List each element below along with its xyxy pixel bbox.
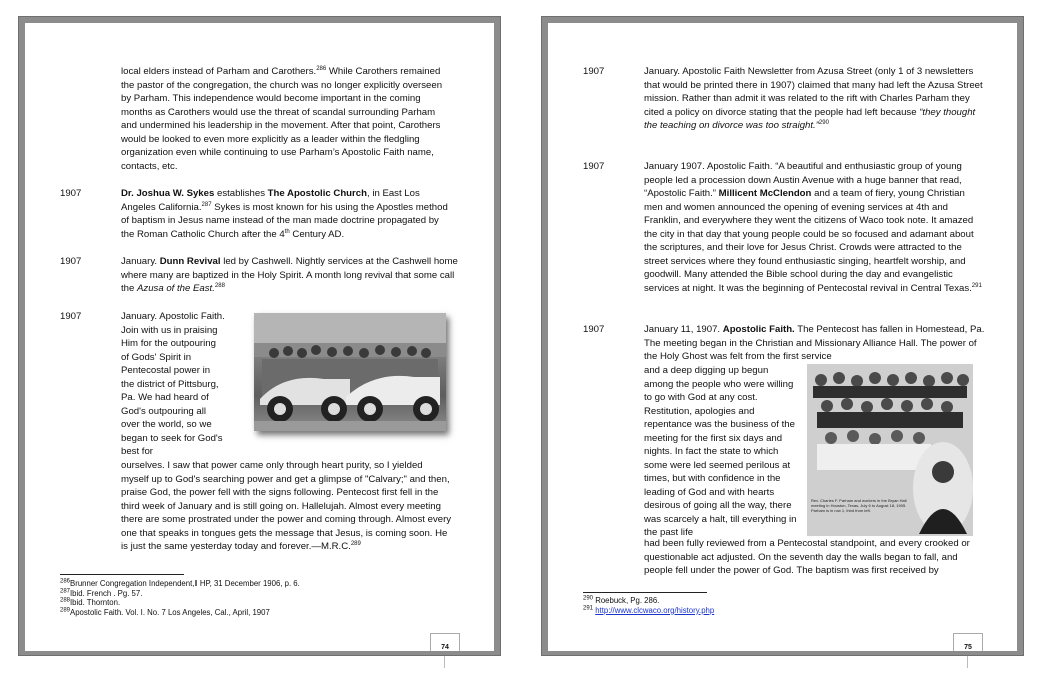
footnote-text: Roebuck, Pg. 286.	[595, 596, 660, 605]
footnote-ref: 288	[214, 282, 225, 289]
entry-homestead-wrap: and a deep digging up begun among the people who were willing to go with God at any cost. Restitution, apologies and repentance was the business of the meeting for the first six days and nights. In fact the state to which some were led seemed perilous at times, but with confidence in the leading of God and with hearts desirous of going all the way, there was scarcely a halt, till everything in the past life	[644, 365, 797, 538]
entry-homestead-full: had been fully reviewed from a Pentecostal standpoint, and every crooked or questionable act adjusted. On the seventh day the walls began to fall, and people fell under the power of God. The baptism was first received by	[644, 538, 970, 576]
footnote-divider	[583, 592, 707, 593]
footnote-ref: 289	[350, 540, 361, 547]
intro-text-cont: While Carothers remained the pastor of the congregation, the church was no longer explicitly overseen by Parham. This independence would become important in the coming months as Carothers would use the threat of scandal surrounding Parham and undermined his leadership in the movement. After that point, Carothers would be looked to even more explicitly as a leader within the fledgling organization even while continuing to use Parham’s Apostolic Faith name, contacts, etc.	[121, 66, 443, 172]
entry-name: Millicent McClendon	[718, 188, 812, 199]
footnote-num: 290	[583, 595, 594, 602]
entry-text: January 1907. Apostolic Faith. “A beautiful and enthusiastic group of young people led a procession down Austin Avenue with a huge banner that read, “Apostolic Faith.”	[644, 161, 962, 199]
entry-year: 1907	[60, 256, 82, 267]
footnote-num: 289	[60, 607, 71, 614]
entry-azusa-newsletter	[644, 65, 986, 133]
footnote-291	[583, 606, 963, 616]
entry-text: Century AD.	[289, 228, 345, 240]
footnote-text: Ibid. French . Pg. 57.	[70, 588, 143, 598]
photo-caption: Rev. Charles F. Parham and workers in the Bryan Hall meeting in Houston, Texas, July 6 to August 18, 1905. Parham is in row 1, third from left.	[811, 498, 907, 513]
entry-text: Sykes is most known for his using the Apostles method of baptism in Jesus name instead of the man made doctrine propagated by the Roman Catholic Church after the 4	[121, 201, 448, 240]
footnotes	[60, 579, 440, 617]
footnote-text: Ibid. Thornton.	[70, 598, 121, 608]
entry-name: Dunn Revival	[159, 256, 221, 267]
footnote-ref: 290	[818, 119, 829, 126]
entry-year: 1907	[60, 311, 82, 322]
page-number-tick	[444, 656, 445, 668]
entry-text: and a team of fiery, young Christian men and women announced the opening of evening services at 4th and Franklin, and everywhere they went the citizens of Waco took note. It amazed the city in that day that young people could be so focused and adamant about the scriptures, and their love for Jesus Christ. Crowds were attracted to the street services where they found enthusiastic singing, heartfelt worship, and goodwill. Many attended the Bible school during the day and evangelistic services at night. It was the beginning of Pentecostal revival in Central Texas.	[644, 188, 974, 294]
footnote-289	[60, 608, 440, 618]
entry-text: January. Apostolic Faith Newsletter from Azusa Street (only 1 of 3 newsletters that would be printed there in 1907) claimed that many had left the Azusa Street mission. Rather than admit it was related to the rift with Charles Parham they cited a policy on divorce stating that the people had left because	[644, 66, 983, 118]
entry-text: , in East Los Angeles California.	[121, 188, 420, 213]
entry-pittsburg-full	[121, 459, 453, 554]
entry-italic: Azusa of the East.	[137, 283, 215, 294]
entry-name: Dr. Joshua W. Sykes	[121, 188, 215, 199]
entry-text: The Pentecost has fallen in Homestead, Pa. The meeting began in the Christian and Missionary Alliance Hall. The power of the Holy Ghost was felt from the first service	[644, 324, 985, 362]
footnote-287	[60, 589, 440, 599]
footnote-text: Apostolic Faith. Vol. I. No. 7 Los Angeles, Cal., April, 1907	[70, 607, 270, 617]
right-page-frame	[541, 16, 1024, 656]
entry-name: Apostolic Faith.	[722, 324, 795, 335]
history-link[interactable]: http://www.clcwaco.org/history.php	[595, 605, 715, 615]
left-page-frame	[18, 16, 501, 656]
entry-text: January 11, 1907.	[644, 324, 723, 335]
footnote-divider	[60, 574, 184, 575]
footnote-text: Brunner Congregation Independent,‖ HP, 31 December 1906, p. 6.	[70, 579, 300, 588]
entry-sykes	[121, 187, 451, 241]
footnote-ref: 291	[971, 282, 982, 289]
entry-text: establishes	[214, 188, 268, 199]
entry-year: 1907	[583, 324, 605, 335]
intro-paragraph	[121, 65, 451, 173]
entry-dunn-revival	[121, 255, 461, 296]
footnote-ref: 286	[316, 65, 327, 72]
page-number: 75	[953, 633, 983, 651]
footnote-ref: 287	[201, 201, 212, 208]
intro-text: local elders instead of Parham and Carothers.	[121, 66, 317, 77]
entry-waco-revival	[644, 160, 986, 295]
revival-cars-photo	[254, 313, 446, 431]
footnote-num: 288	[60, 597, 71, 604]
entry-text: January.	[121, 256, 160, 267]
entry-quote: “they thought the teaching on divorce was too straight.”	[644, 106, 976, 131]
page-number: 74	[430, 633, 460, 651]
footnotes	[583, 596, 963, 615]
entry-year: 1907	[60, 188, 82, 199]
footnote-num: 291	[583, 605, 594, 611]
page-number-tick	[967, 656, 968, 668]
entry-year: 1907	[583, 161, 605, 172]
right-page	[548, 23, 1017, 651]
footnote-288	[60, 598, 440, 608]
vintage-cars-image	[254, 313, 446, 431]
footnote-num: 287	[60, 588, 71, 594]
footnote-286	[60, 579, 440, 589]
entry-text: ourselves. I saw that power came only through heart purity, so I yielded myself up to God's searching power and get a glimpse of "Calvary;" and then, praise God, the power fell with the signs following. Pentecost first fell in the third week of January and is still going on. Hallelujah. Almost every meeting there are some prostrated under the power and coming through. Almost every one that speaks in tongues gets the message that Jesus, is coming soon. He is just the same yesterday today and forever.—M.R.C.	[121, 460, 452, 552]
left-page	[25, 23, 494, 651]
entry-church: The Apostolic Church	[267, 188, 367, 199]
entry-pittsburg-wrap: January. Apostolic Faith. Join with us in praising Him for the outpouring of Gods' Spirit in Pentecostal power in the district of Pittsburg, Pa. We had heard of God's outpouring all over the world, so we began to seek for God's best for	[121, 311, 225, 457]
ordinal-suffix: th	[284, 228, 290, 235]
entry-year: 1907	[583, 66, 605, 77]
entry-text: led by Cashwell. Nightly services at the Cashwell home where many are baptized in the Holy Spirit. A month long revival that some call the	[121, 256, 458, 294]
parham-workers-photo	[807, 364, 973, 536]
footnote-num: 286	[60, 578, 71, 585]
entry-homestead	[644, 323, 986, 364]
footnote-290	[583, 596, 963, 606]
